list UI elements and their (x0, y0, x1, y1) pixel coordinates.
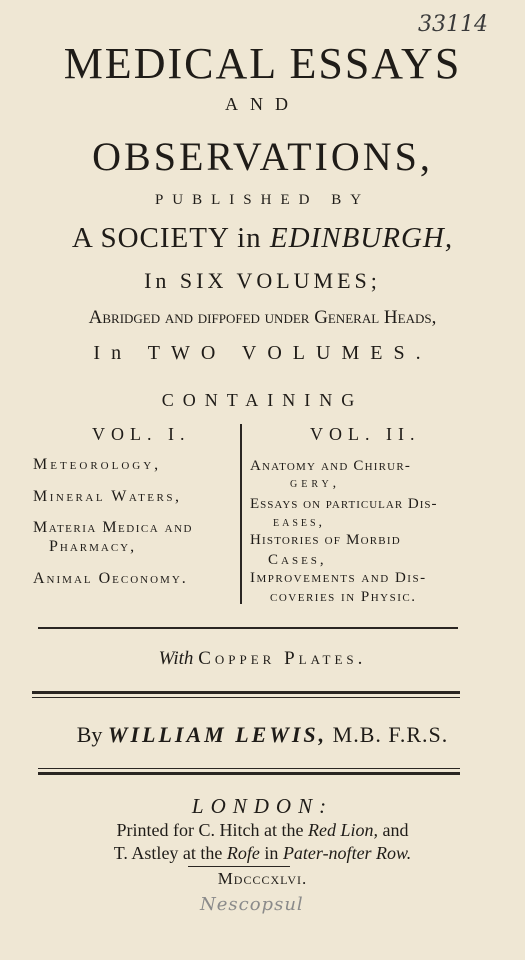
vol2-item: coveries in Physic. (270, 589, 417, 605)
vol2-item: eases, (273, 515, 326, 530)
imprint-year (0, 869, 525, 889)
vol1-heading: VOL. I. (92, 424, 191, 444)
vol2-item: Improvements and Dis- (250, 570, 427, 586)
handwritten-shelfmark: 33114 (418, 12, 488, 37)
abridged-line (0, 307, 525, 329)
vol2-item: Essays on particular Dis- (250, 496, 438, 512)
imprint-city (0, 794, 525, 819)
abridged-text: Abridged and difpofed under General Heads, (88, 307, 437, 328)
society-line (0, 222, 525, 255)
vol2-heading: VOL. II. (310, 424, 421, 444)
society-place: EDINBURGH, (269, 222, 454, 254)
title-line-1: MEDICAL ESSAYS (63, 39, 462, 88)
vol2-item: Cases, (268, 552, 327, 568)
vol1-item: Materia Medica and (33, 519, 193, 536)
vol1-item: Meteorology, (33, 456, 162, 473)
author-name: WILLIAM LEWIS, (107, 722, 328, 747)
vol1-item: Animal Oeconomy. (33, 570, 188, 587)
rule-above-author-thin (32, 697, 460, 698)
imprint-city-text: LONDON: (191, 794, 334, 818)
containing-heading: CONTAINING (161, 390, 364, 410)
imprint-line1-post: and (382, 820, 409, 840)
author-line (0, 722, 525, 748)
imprint-line2-street: Pater-nofter Row. (282, 843, 412, 863)
title-line-2: AND (225, 94, 300, 114)
two-volumes-line: In TWO VOLUMES. (93, 342, 432, 364)
column-divider (240, 424, 242, 604)
rule-above-author (32, 691, 460, 694)
imprint-line-1 (0, 820, 525, 841)
plates-line (0, 648, 525, 670)
author-by: By (76, 722, 103, 747)
imprint-line1-pre: Printed for C. Hitch at the (116, 820, 304, 840)
six-volumes-line: In SIX VOLUMES; (144, 268, 381, 293)
imprint-line2-mid: in (264, 843, 279, 863)
imprint-year-text: Mdcccxlvi. (217, 869, 308, 888)
vol2-item: gery, (290, 476, 341, 491)
published-by: PUBLISHED BY (154, 192, 371, 208)
rule-above-year (188, 866, 290, 867)
vol1-item: Mineral Waters, (33, 488, 182, 505)
handwritten-bottom-note: Nescopsul (200, 894, 304, 915)
vol2-item: Anatomy and Chirur- (250, 458, 412, 474)
society-prefix: A SOCIETY in (71, 222, 262, 254)
imprint-line1-sign: Red Lion, (307, 820, 378, 840)
plates-with: With (158, 648, 194, 669)
imprint-line-2 (0, 843, 525, 864)
imprint-line2-sign: Rofe (226, 843, 260, 863)
rule-below-author-thin (38, 768, 460, 769)
author-degrees: M.B. F.R.S. (332, 722, 449, 747)
title-line-3: OBSERVATIONS, (92, 134, 433, 179)
rule-above-plates (38, 627, 458, 629)
vol2-item: Histories of Morbid (250, 532, 401, 548)
plates-rest: Copper Plates. (198, 648, 367, 669)
vol1-item: Pharmacy, (49, 538, 137, 555)
imprint-line2-pre: T. Astley at the (113, 843, 223, 863)
rule-below-author (38, 772, 460, 775)
